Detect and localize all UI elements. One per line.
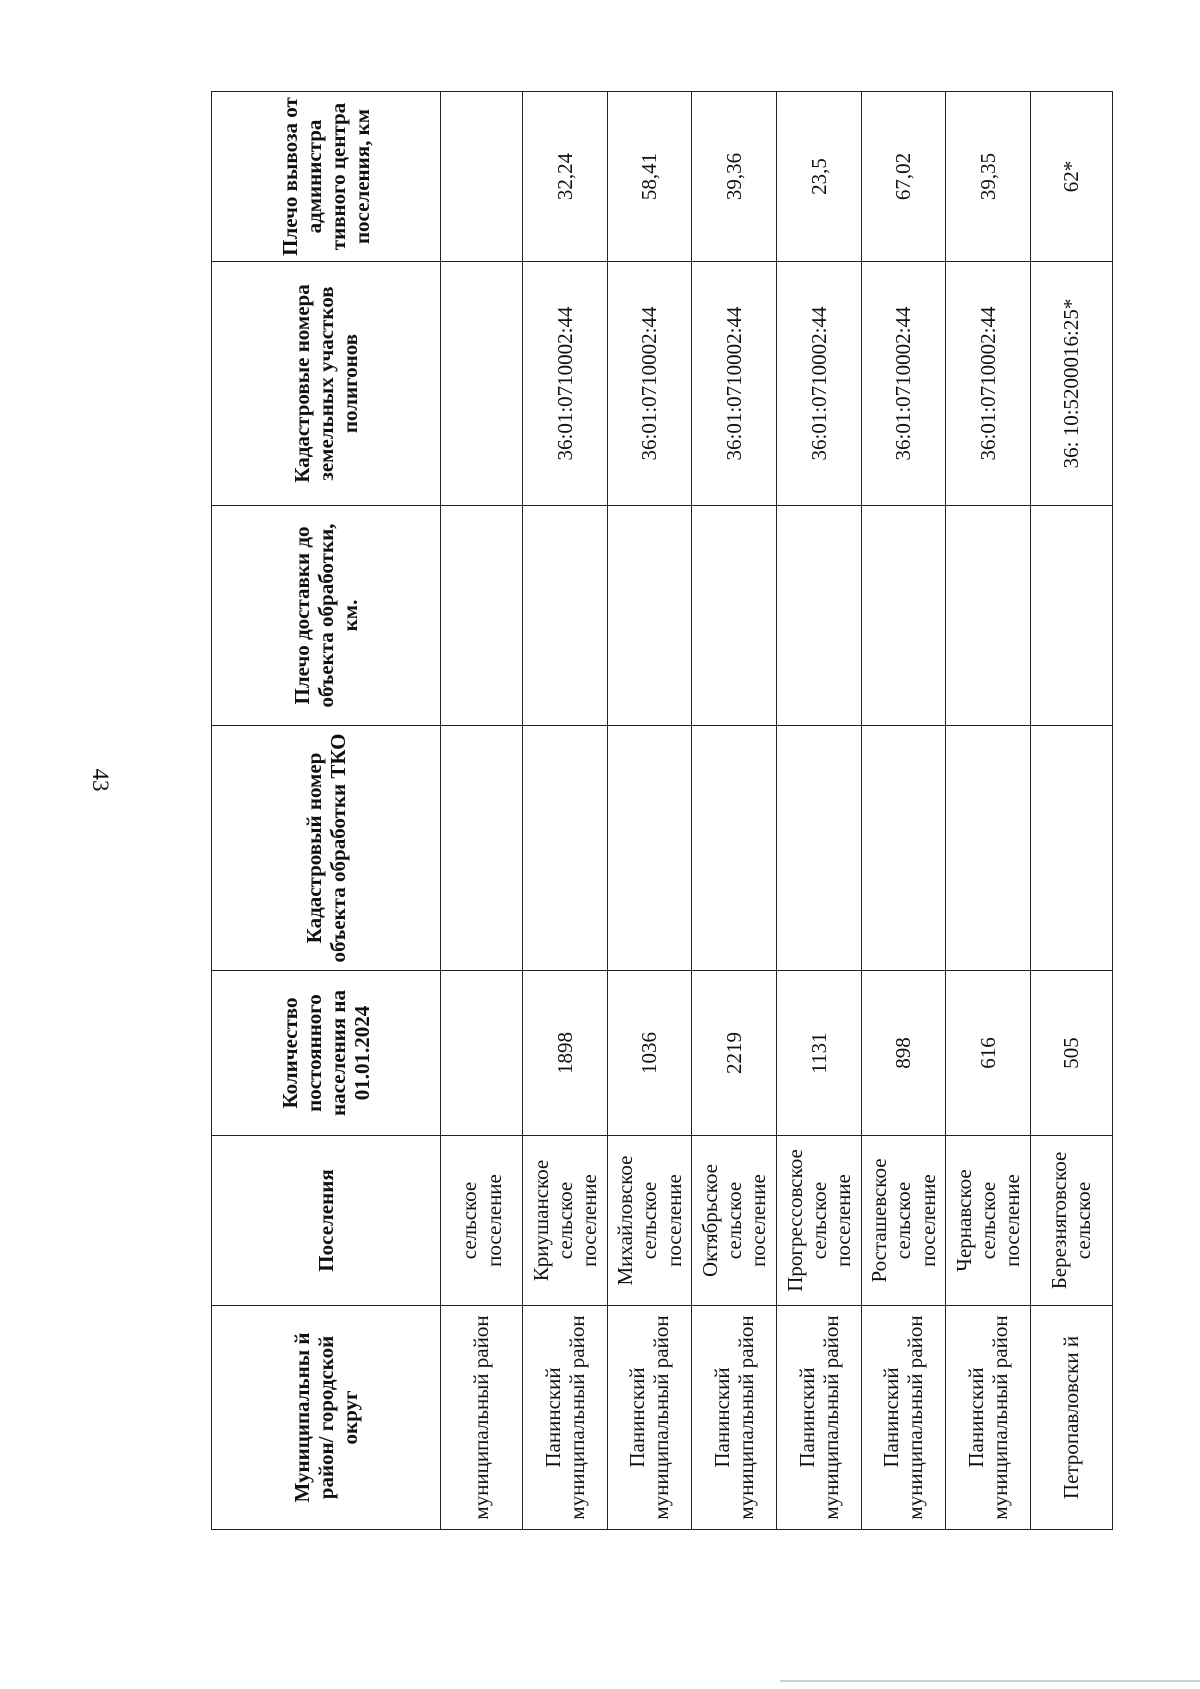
table-row [607, 92, 692, 1530]
table-row [1030, 92, 1112, 1530]
cell-population [441, 971, 523, 1136]
scan-artifact-line [780, 1680, 1200, 1682]
cell-settlement: сельское поселение [441, 1136, 523, 1306]
cell-landfill-cadastral: 36:01:0710002:44 [607, 262, 692, 506]
cell-district: муниципальный район [441, 1306, 523, 1530]
cell-processing-cadastral [776, 726, 861, 971]
cell-population: 505 [1030, 971, 1112, 1136]
cell-landfill-cadastral: 36:01:0710002:44 [776, 262, 861, 506]
cell-landfill-cadastral: 36:01:0710002:44 [861, 262, 946, 506]
cell-processing-cadastral [607, 726, 692, 971]
cell-haul-distance: 62* [1030, 92, 1112, 262]
cell-landfill-cadastral: 36:01:0710002:44 [692, 262, 777, 506]
cell-district: Панинский муниципальный район [607, 1306, 692, 1530]
landfill-table [211, 91, 1113, 1530]
table-header-row [212, 92, 441, 1530]
header-delivery-distance: Плечо доставки до объекта обработки, км. [212, 506, 441, 726]
cell-settlement: Михайловское сельское поселение [607, 1136, 692, 1306]
cell-settlement: Октябрьское сельское поселение [692, 1136, 777, 1306]
cell-district: Петропавловски й [1030, 1306, 1112, 1530]
cell-population: 2219 [692, 971, 777, 1136]
cell-landfill-cadastral: 36:01:0710002:44 [523, 262, 608, 506]
cell-settlement: Березняговское сельское [1030, 1136, 1112, 1306]
cell-settlement: Чернавское сельское поселение [946, 1136, 1031, 1306]
cell-delivery-distance [1030, 506, 1112, 726]
cell-landfill-cadastral: 36:01:0710002:44 [946, 262, 1031, 506]
header-district: Муниципальны й район/ городской округ [212, 1306, 441, 1530]
cell-delivery-distance [861, 506, 946, 726]
cell-district: Панинский муниципальный район [861, 1306, 946, 1530]
cell-delivery-distance [776, 506, 861, 726]
cell-district: Панинский муниципальный район [946, 1306, 1031, 1530]
cell-district: Панинский муниципальный район [692, 1306, 777, 1530]
cell-settlement: Криушанское сельское поселение [523, 1136, 608, 1306]
header-processing-cadastral: Кадастровый номер объекта обработки ТКО [212, 726, 441, 971]
table-row [441, 92, 523, 1530]
table-row [523, 92, 608, 1530]
rotated-table-wrapper [211, 92, 1113, 1530]
cell-district: Панинский муниципальный район [776, 1306, 861, 1530]
cell-haul-distance: 58,41 [607, 92, 692, 262]
cell-delivery-distance [523, 506, 608, 726]
cell-processing-cadastral [692, 726, 777, 971]
cell-population: 1898 [523, 971, 608, 1136]
cell-haul-distance: 23,5 [776, 92, 861, 262]
cell-population: 616 [946, 971, 1031, 1136]
cell-haul-distance [441, 92, 523, 262]
page-number: 43 [88, 768, 113, 792]
table-row [946, 92, 1031, 1530]
table-row [861, 92, 946, 1530]
cell-landfill-cadastral [441, 262, 523, 506]
cell-population: 898 [861, 971, 946, 1136]
cell-processing-cadastral [861, 726, 946, 971]
cell-district: Панинский муниципальный район [523, 1306, 608, 1530]
cell-processing-cadastral [523, 726, 608, 971]
cell-processing-cadastral [1030, 726, 1112, 971]
cell-delivery-distance [946, 506, 1031, 726]
cell-landfill-cadastral: 36: 10:5200016:25* [1030, 262, 1112, 506]
cell-processing-cadastral [441, 726, 523, 971]
cell-settlement: Росташевское сельское поселение [861, 1136, 946, 1306]
cell-haul-distance: 39,35 [946, 92, 1031, 262]
cell-population: 1131 [776, 971, 861, 1136]
cell-population: 1036 [607, 971, 692, 1136]
cell-haul-distance: 39,36 [692, 92, 777, 262]
cell-processing-cadastral [946, 726, 1031, 971]
header-haul-distance: Плечо вывоза от администра тивного центра поселения, км [212, 92, 441, 262]
cell-delivery-distance [607, 506, 692, 726]
header-population: Количество постоянного населения на 01.01.2024 [212, 971, 441, 1136]
cell-haul-distance: 32,24 [523, 92, 608, 262]
cell-delivery-distance [441, 506, 523, 726]
cell-delivery-distance [692, 506, 777, 726]
cell-settlement: Прогрессовское сельское поселение [776, 1136, 861, 1306]
table-row [692, 92, 777, 1530]
header-settlement: Поселения [212, 1136, 441, 1306]
header-landfill-cadastral: Кадастровые номера земельных участков полигонов [212, 262, 441, 506]
table-row [776, 92, 861, 1530]
cell-haul-distance: 67,02 [861, 92, 946, 262]
